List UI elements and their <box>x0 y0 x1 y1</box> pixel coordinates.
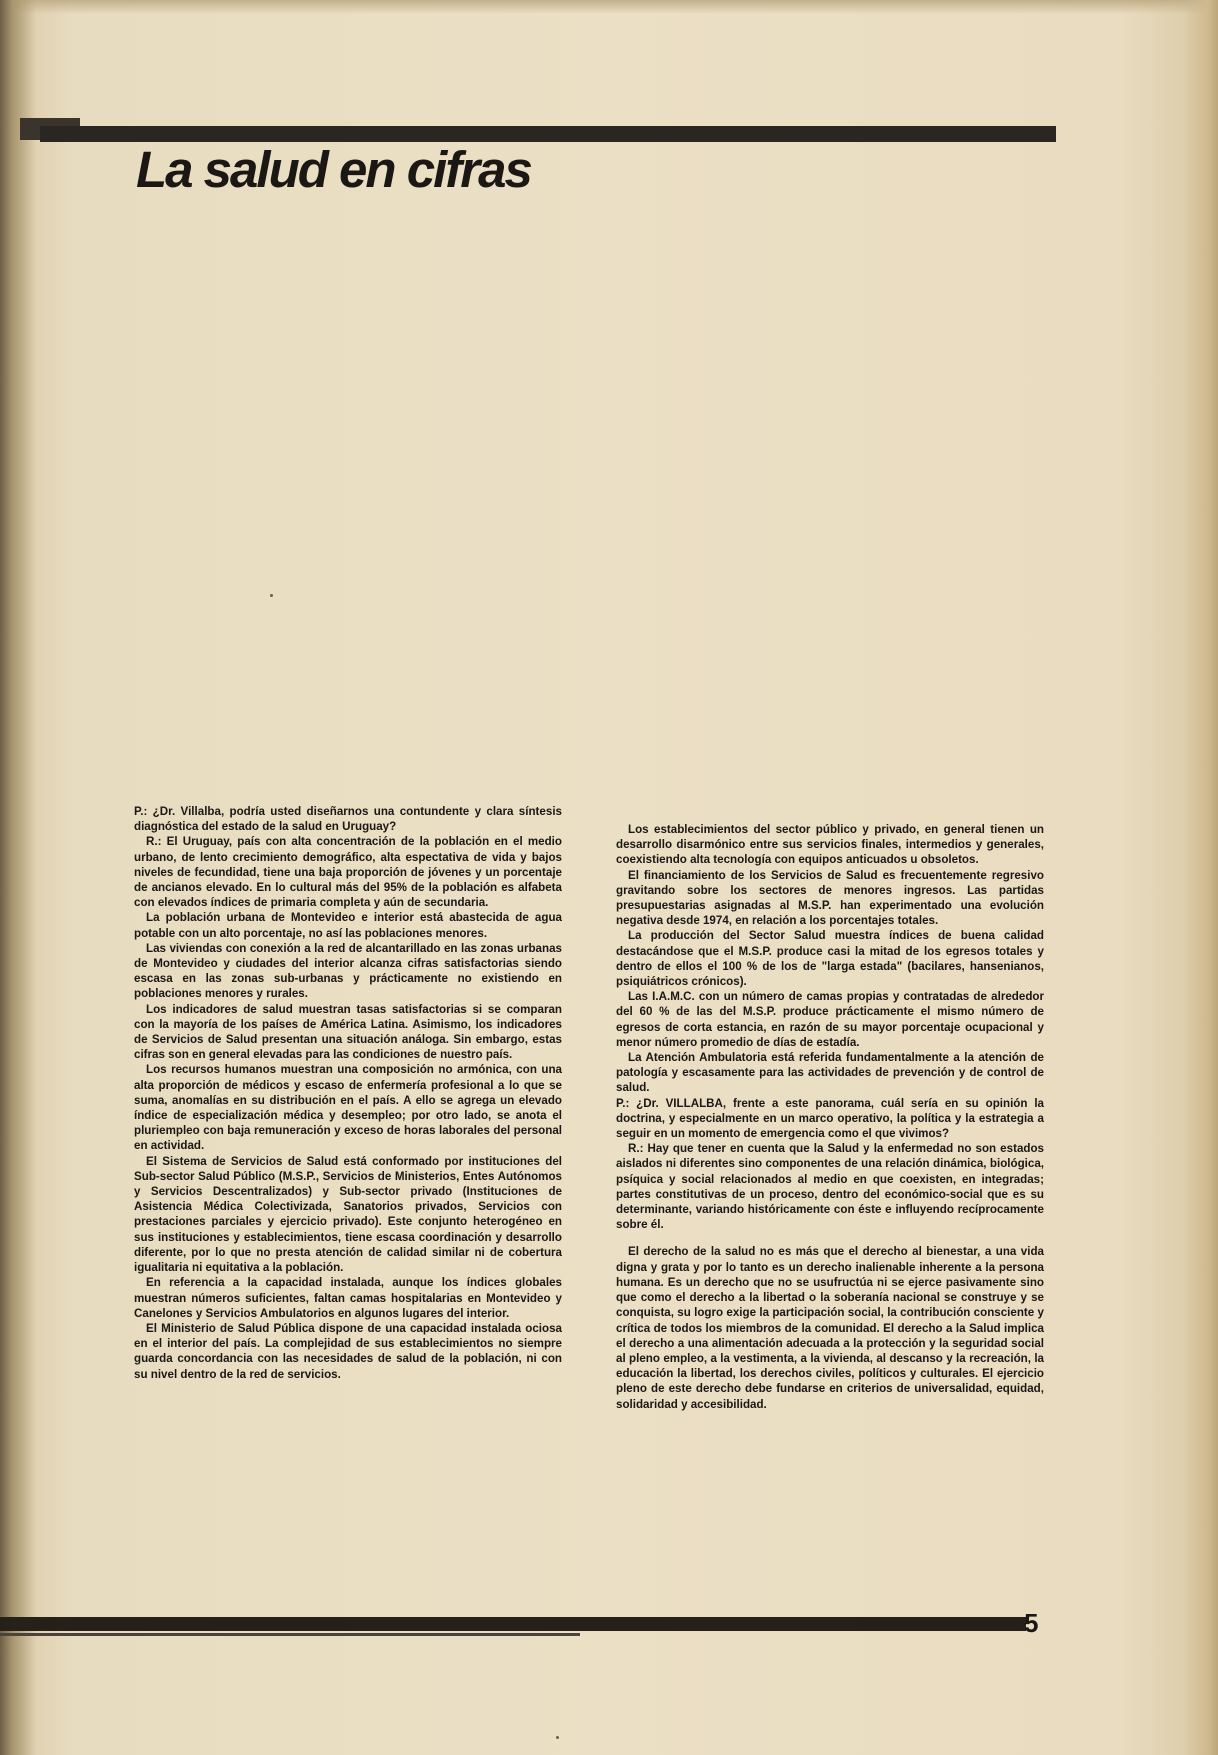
bottom-rule <box>0 1617 1026 1631</box>
paragraph: Los recursos humanos muestran una composición no armónica, con una alta proporción de médicos y escaso de enfermería profesional a lo que se suma, anomalías en su distribución en el país. A ello se agrega un elevado índice de especialización médica y desempleo; por otro lado, se anota el pluriempleo con baja remuneración y exceso de horas laborales del personal en actividad. <box>134 1063 562 1153</box>
paragraph: El Sistema de Servicios de Salud está conformado por instituciones del Sub-sector Salud Público (M.S.P., Servicios de Ministerios, Entes Autónomos y Servicios Descentralizados) y Sub-sector privado (Instituciones de Asistencia Médica Colectivizada, Sanatorios privados, Servicios con prestaciones parciales y ejercicio privado). Este conjunto heterogéneo en sus instituciones y establecimientos, tiene escasa coordinación y desarrollo diferente, por lo que no presta atención de calidad similar ni de cobertura igualitaria ni equitativa a la población. <box>134 1154 562 1275</box>
paragraph: En referencia a la capacidad instalada, aunque los índices globales muestran números suficientes, faltan camas hospitalarias en Montevideo y Canelones y Servicios Ambulatorios en algunos lugares del interior. <box>134 1276 562 1320</box>
paragraph: Los indicadores de salud muestran tasas satisfactorias si se comparan con la mayoría de los países de América Latina. Asimismo, los indicadores de Servicios de Salud presentan una situación análoga. Sin embargo, estas cifras son en general elevadas para las condiciones de nuestro país. <box>134 1002 562 1062</box>
page-right-shadow <box>1184 0 1218 1755</box>
paragraph: Los establecimientos del sector público y privado, en general tienen un desarrollo disarmónico entre sus servicios finales, intermedios y generales, coexistiendo alta tecnología con equipos anticuados u obsoletos. <box>616 823 1044 867</box>
paragraph: Las viviendas con conexión a la red de alcantarillado en las zonas urbanas de Montevideo y ciudades del interior alcanza cifras satisfactorias siendo escasa en las zonas sub-urbanas y prácticamente no existiendo en poblaciones menores y rurales. <box>134 941 562 1001</box>
paragraph: R.: El Uruguay, país con alta concentración de la población en el medio urbano, de lento crecimiento demográfico, alta espectativa de vida y bajos niveles de fecundidad, tiene una baja proporción de jóvenes y un porcentaje de ancianos elevado. En lo cultural más del 95% de la población es alfabeta con elevados índices de primaria completa y aún de secundaria. <box>134 835 562 910</box>
paragraph: El Ministerio de Salud Pública dispone de una capacidad instalada ociosa en el interior del país. La complejidad de sus establecimientos no siempre guarda concordancia con las necesidades de salud de la población, ni con su nivel dentro de la red de servicios. <box>134 1321 562 1381</box>
right-column <box>616 822 1044 1412</box>
paragraph: R.: Hay que tener en cuenta que la Salud y la enfermedad no son estados aislados ni diferentes sino componentes de una relación dinámica, biológica, psíquica y social relacionados al medio en que coexisten, en integradas; partes constitutivas de un proceso, dentro del económico-social que es su determinante, variando históricamente con éste e influyendo recíprocamente sobre él. <box>616 1142 1044 1232</box>
paragraph: La población urbana de Montevideo e interior está abastecida de agua potable con un alto porcentaje, no así las poblaciones menores. <box>134 911 562 940</box>
interview-question-1: P.: ¿Dr. Villalba, podría usted diseñarnos una contundente y clara síntesis diagnóstica del estado de la salud en Uruguay? <box>134 805 562 834</box>
left-column <box>134 804 562 1382</box>
paragraph: La producción del Sector Salud muestra índices de buena calidad destacándose que el M.S.P. produce casi la mitad de los egresos totales y dentro de ellos el 100 % de los de "larga estada" (bacilares, hansenianos, psiquiátricos crónicos). <box>616 929 1044 989</box>
paragraph: El derecho de la salud no es más que el derecho al bienestar, a una vida digna y grata y por lo tanto es un derecho inalienable inherente a la persona humana. Es un derecho que no se usufructúa ni se ejerce pasivamente sino que como el derecho a la libertad o la soberanía nacional se construye y se conquista, su logro exige la participación social, la contribución consciente y crítica de todos los miembros de la comunidad. El derecho a la Salud implica el derecho a una alimentación adecuada a la protección y la seguridad social al pleno empleo, a la vestimenta, a la vivienda, al descanso y la recreación, la educación la libertad, los derechos civiles, políticos y culturales. El ejercicio pleno de este derecho debe fundarse en criterios de universalidad, equidad, solidaridad y accesibilidad. <box>616 1245 1044 1411</box>
print-speck <box>556 1736 559 1739</box>
page-binding-shadow <box>0 0 36 1755</box>
page-top-edge <box>0 0 1218 14</box>
bottom-rule-underline <box>0 1633 580 1636</box>
paragraph: El financiamiento de los Servicios de Salud es frecuentemente regresivo gravitando sobre los sectores de menores ingresos. Las partidas presupuestarias asignadas al M.S.P. han experimentado una evolución negativa desde 1974, en relación a los porcentajes totales. <box>616 868 1044 928</box>
interview-question-2: P.: ¿Dr. VILLALBA, frente a este panorama, cuál sería en su opinión la doctrina, y especialmente en un marco operativo, la política y la estrategia a seguir en un momento de emergencia como el que vivimos? <box>616 1096 1044 1141</box>
print-speck <box>270 594 273 597</box>
article-title: La salud en cifras <box>136 141 531 198</box>
page-number: 5 <box>1024 1608 1039 1638</box>
paragraph: Las I.A.M.C. con un número de camas propias y contratadas de alrededor del 60 % de las del M.S.P. produce prácticamente el mismo número de egresos de corta estancia, en razón de su mayor porcentaje ocupacional y menor número promedio de días de estadía. <box>616 990 1044 1049</box>
paragraph: La Atención Ambulatoria está referida fundamentalmente a la atención de patología y escasamente para las actividades de prevención y de control de salud. <box>616 1051 1044 1095</box>
